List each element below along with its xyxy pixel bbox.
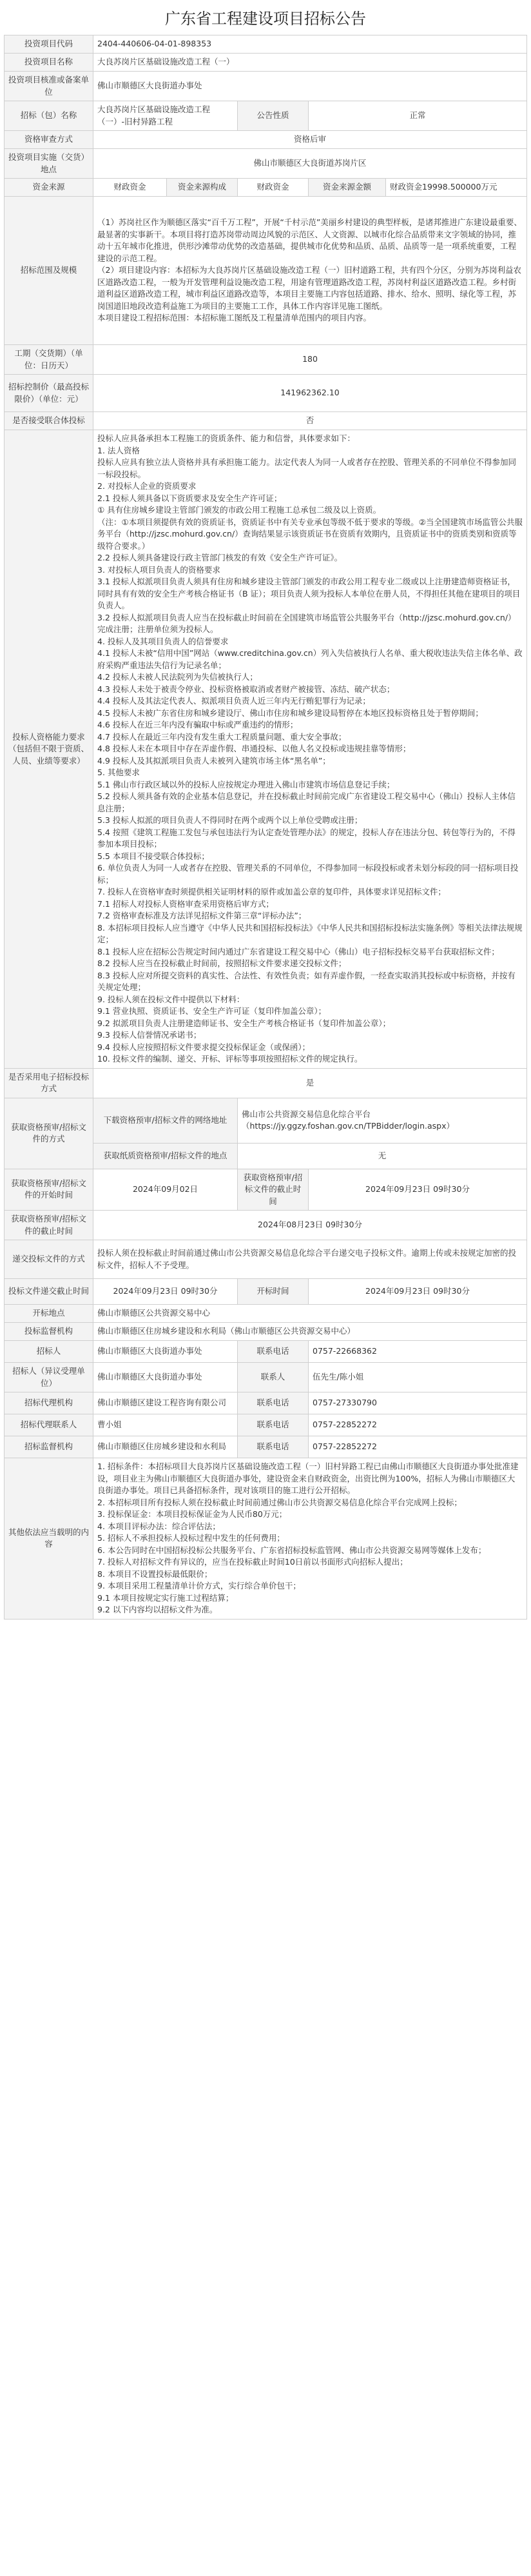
open-place: 佛山市顺德区公共资源交易中心 <box>93 1305 527 1323</box>
review-method: 资格后审 <box>93 131 527 149</box>
agent-phone: 0757-27330790 <box>309 1392 527 1414</box>
electronic-label: 是否采用电子招标投标方式 <box>5 1068 93 1098</box>
qualification-paragraph: 1. 法人资格 <box>97 445 140 455</box>
open-place-label: 开标地点 <box>5 1305 93 1323</box>
fund-source-type: 财政资金 <box>93 179 167 197</box>
qualification-paragraph: 5.5 本项目不接受联合体投标； <box>97 851 209 861</box>
submit-method: 投标人须在投标截止时间前通过佛山市公共资源交易信息化综合平台递交电子投标文件。逾期上传或未按规定加密的投标文件，招标人不予受理。 <box>93 1240 527 1279</box>
qualification-paragraph: 5.2 投标人须具备有效的企业基本信息登记，并在投标截止时间前完成广东省建设工程交易中心（佛山）投标人主体信息注册； <box>97 791 516 813</box>
fund-source-label: 资金来源 <box>5 179 93 197</box>
control-price: 141962362.10 <box>93 375 527 412</box>
fund-composition-label: 资金来源构成 <box>167 179 238 197</box>
qualification-paragraph: 3.2 投标人拟派项目负责人应当在投标截止时间前在全国建筑市场监管公共服务平台（http://jzsc.mohurd.gov.cn/）完成注册；注册单位须为投标人。 <box>97 612 516 634</box>
qualification-paragraph: 4.9 投标人及其拟派项目负责人未被列入建筑市场主体“黑名单”； <box>97 755 331 766</box>
location-label: 投资项目实施（交货）地点 <box>5 149 93 179</box>
review-method-label: 资格审查方式 <box>5 131 93 149</box>
qualification-paragraph: 4.1 投标人未被“信用中国”网站（www.creditchina.gov.cn）列入失信被执行人名单、重大税收违法失信主体名单、政府采购严重违法失信行为记录名单； <box>97 648 523 670</box>
fund-amount: 财政资金19998.500000万元 <box>386 179 527 197</box>
doc-end: 2024年09月23日 09时30分 <box>309 1169 527 1211</box>
bid-method-label: 公告性质 <box>238 101 309 131</box>
other-paragraph: 3. 投标保证金：本项目投标保证金为人民币80万元； <box>97 1509 287 1519</box>
doc-start-label: 获取资格预审/招标文件的开始时间 <box>5 1169 93 1211</box>
other-paragraph: 9.1 本项目按规定实行施工过程结算； <box>97 1592 234 1603</box>
qualification-paragraph: 8.1 投标人应在招标公告规定时间内通过广东省建设工程交易中心（佛山）电子招标投标交易平台获取招标文件； <box>97 946 499 956</box>
fund-composition: 财政资金 <box>238 179 309 197</box>
qualification-paragraph: 8.3 投标人应对所提交资料的真实性、合法性、有效性负责；如有弄虚作假，一经查实取消其投标或中标资格，并按有关规定处理； <box>97 970 516 992</box>
other-paragraph: 1. 招标条件：本招标项目大良苏岗片区基础设施改造工程（一）旧村异路工程已由佛山市顺德区大良街道办事处批准建设，项目业主为佛山市顺德区大良街道办事处，建设资金来自财政资金，出资比例为100%，招标人为佛山市顺德区大良街道办事处。项目已具备招标条件，现对该项目的施工进行公开招标。 <box>97 1461 519 1495</box>
doc-end-label: 获取资格预审/招标文件的截止时间 <box>238 1169 309 1211</box>
tenderer: 佛山市顺德区大良街道办事处 <box>93 1341 238 1363</box>
doc-platform-url-label: 下载资格预审/招标文件的网络地址 <box>93 1098 238 1143</box>
project-code-label: 投资项目代码 <box>5 35 93 54</box>
announcement-page <box>0 3 531 1620</box>
qualification-paragraph: 9.3 投标人信誉情况承诺书； <box>97 1030 202 1040</box>
agent-label: 招标代理机构 <box>5 1392 93 1414</box>
qualification-paragraph: 4.3 投标人未处于被责令停业、投标资格被取消或者财产被接管、冻结、破产状态； <box>97 684 395 694</box>
control-price-label: 招标控制价（最高投标限价）（单位：元） <box>5 375 93 412</box>
fund-amount-label: 资金来源金额 <box>309 179 386 197</box>
doc-paper-label: 获取纸质资格预审/招标文件的地点 <box>93 1143 238 1169</box>
joint-bid-label: 是否接受联合体投标 <box>5 412 93 430</box>
approval-unit-label: 投资项目核准或备案单位 <box>5 72 93 101</box>
doc-start: 2024年09月02日 <box>93 1169 238 1211</box>
regulator-phone: 0757-22852272 <box>309 1436 527 1458</box>
qualification-paragraph: 5. 其他要求 <box>97 768 140 777</box>
qualification-paragraph: 4.5 投标人未被广东省住房和城乡建设厅、佛山市住房和城乡建设局暂停在本地区投标资格且处于暂停期间； <box>97 708 483 718</box>
agent-person: 曹小姐 <box>93 1414 238 1436</box>
doc-platform-url[interactable]: 佛山市公共资源交易信息化综合平台（https://jy.ggzy.foshan.gov.cn/TPBidder/login.aspx） <box>238 1098 527 1143</box>
agent-person-label: 招标代理联系人 <box>5 1414 93 1436</box>
qualification-paragraph: 8.2 投标人应当在投标截止时间前，按照招标文件要求递交投标文件； <box>97 958 347 968</box>
qualification-paragraph: （注：①本项目须提供有效的资质证书，资质证书中有关专业承包等级不低于要求的等级。②当全国建筑市场监管公共服务平台（http://jzsc.mohurd.gov.cn/）查询结果显示该资质证书在资质有效期内，且资质证书中的资质类别和资质等级符合要求。） <box>97 517 523 551</box>
supervisor-label: 投标监督机构 <box>5 1323 93 1341</box>
joint-bid: 否 <box>93 412 527 430</box>
other-content <box>93 1458 527 1620</box>
qualification-paragraph: 7.2 资格审查标准及方法详见招标文件第三章“评标办法”； <box>97 911 307 920</box>
submit-method-label: 递交投标文件的方式 <box>5 1240 93 1279</box>
other-paragraph: 7. 投标人对招标文件有异议的，应当在投标截止时间10日前以书面形式向招标人提出； <box>97 1557 408 1567</box>
qualification-paragraph: 6. 单位负责人为同一人或者存在控股、管理关系的不同单位，不得参加同一标段投标或者未划分标段的同一招标项目投标； <box>97 863 519 885</box>
qualification-paragraph: 9.4 投标人应按照招标文件要求提交投标保证金（或保函）； <box>97 1042 311 1052</box>
qualification-paragraph: 4.4 投标人及其法定代表人、拟派项目负责人近三年内无行贿犯罪行为记录； <box>97 696 371 706</box>
bid-method: 正常 <box>309 101 527 131</box>
qualification-paragraph: ① 具有住房城乡建设主管部门颁发的市政公用工程施工总承包二级及以上资质。 <box>97 505 381 515</box>
open-time: 2024年09月23日 09时30分 <box>309 1279 527 1305</box>
tenderer-person: 伍先生/陈小姐 <box>309 1363 527 1392</box>
qualification-paragraph: 8. 本招标项目投标人应当遵守《中华人民共和国招标投标法》《中华人民共和国招标投标法实施条例》等相关法律法规规定； <box>97 922 523 944</box>
tenderer-contact-label: 联系电话 <box>238 1341 309 1363</box>
agent-contact-label: 联系电话 <box>238 1392 309 1414</box>
qualification-paragraph: 4. 投标人及其项目负责人的信誉要求 <box>97 636 229 646</box>
other-paragraph: 2. 本招标项目所有投标人须在投标截止时间前通过佛山市公共资源交易信息化综合平台完成网上投标； <box>97 1497 462 1507</box>
agent-person-phone: 0757-22852272 <box>309 1414 527 1436</box>
qualification-paragraph: 5.4 按照《建筑工程施工发包与承包违法行为认定查处管理办法》的规定，投标人存在违法分包、转包等行为的，不得参加本项目投标； <box>97 827 516 849</box>
qualification <box>93 430 527 1069</box>
project-name: 大良苏岗片区基础设施改造工程（一） <box>93 54 527 72</box>
qualification-paragraph: 4.7 投标人在最近三年内没有发生重大工程质量问题、重大安全事故； <box>97 731 347 742</box>
qualification-paragraph: 投标人应具有独立法人资格并具有承担施工能力。法定代表人为同一人或者存在控股、管理关系的不同单位不得参加同一标段投标。 <box>97 457 517 479</box>
qualification-paragraph: 7.1 招标人对投标人资格审查采用资格后审方式； <box>97 898 274 909</box>
qualification-paragraph: 5.3 投标人拟派的项目负责人不得同时在两个或两个以上单位受聘或注册； <box>97 815 363 825</box>
scope-label: 招标范围及规模 <box>5 197 93 345</box>
scope-paragraph: （1）苏岗社区作为顺德区落实“百千万工程”，开展“千村示范”美丽乡村建设的典型样板，是诸邦推进广东建设最重要、最显著的实事新干。本项目将打造苏岗带动周边风貌的示范区、人文资源、以城市化综合品质带来文字领域的协同，推动十五年城市化推进，供形沙滩带动优势的改造基础，提供城市化优势和品质、品质、品质等一是一项系统重要，工程建设的示范工程。 <box>97 217 522 263</box>
other-paragraph: 8. 本项目不设置投标最低限价； <box>97 1569 213 1579</box>
agent: 佛山市顺德区建设工程咨询有限公司 <box>93 1392 238 1414</box>
other-paragraph: 9. 本项目采用工程量清单计价方式，实行综合单价包干； <box>97 1581 301 1590</box>
doc-paper: 无 <box>238 1143 527 1169</box>
doc-platform-label: 获取资格预审/招标文件的方式 <box>5 1098 93 1169</box>
regulator-phone-label: 联系电话 <box>238 1436 309 1458</box>
scope-paragraph: 本项目建设工程招标范围：本招标施工图纸及工程量清单范围内的项目内容。 <box>97 313 372 323</box>
other-paragraph: 4. 本项目评标办法：综合评估法； <box>97 1521 220 1531</box>
project-code: 2404-440606-04-01-898353 <box>93 35 527 54</box>
location: 佛山市顺德区大良街道苏岗片区 <box>93 149 527 179</box>
duration: 180 <box>93 345 527 375</box>
package-name-label: 招标（包）名称 <box>5 101 93 131</box>
tenderer-person-label: 联系人 <box>238 1363 309 1392</box>
other-label: 其他依法应当载明的内容 <box>5 1458 93 1620</box>
agent-person-phone-label: 联系电话 <box>238 1414 309 1436</box>
regulator: 佛山市顺德区住房城乡建设和水利局 <box>93 1436 238 1458</box>
qualification-list <box>97 433 523 1065</box>
deadline-label: 获取资格预审/招标文件的截止时间 <box>5 1211 93 1240</box>
page-title: 广东省工程建设项目招标公告 <box>165 10 366 28</box>
deadline: 2024年08月23日 09时30分 <box>93 1211 527 1240</box>
qualification-paragraph: 3.1 投标人拟派项目负责人须具有住房和城乡建设主管部门颁发的市政公用工程专业二级或以上注册建造师资格证书，同时具有有效的安全生产考核合格证书（B 证）；项目负责人须为投标人本单位在册人员，不得担任其他在建项目的项目负责人。 <box>97 577 521 610</box>
tenderer-label: 招标人 <box>5 1341 93 1363</box>
qualification-paragraph: 9.1 营业执照、资质证书、安全生产许可证（复印件加盖公章）； <box>97 1006 327 1016</box>
supervisor: 佛山市顺德区住房城乡建设和水利局（佛山市顺德区公共资源交易中心） <box>93 1323 527 1341</box>
qualification-paragraph: 7. 投标人在资格审查时须提供相关证明材料的原件或加盖公章的复印件，具体要求详见招标文件； <box>97 887 446 897</box>
approval-unit: 佛山市顺德区大良街道办事处 <box>93 72 527 101</box>
qualification-paragraph: 3. 对投标人项目负责人的资格要求 <box>97 564 220 575</box>
qualification-paragraph: 9. 投标人须在投标文件中提供以下材料： <box>97 994 245 1004</box>
submit-deadline: 2024年09月23日 09时30分 <box>93 1279 238 1305</box>
regulator-label: 招标监督机构 <box>5 1436 93 1458</box>
other-paragraph: 9.2 以下内容均以招标文件为准。 <box>97 1605 218 1614</box>
qualification-paragraph: 4.8 投标人未在本项目中存在弄虚作假、串通投标、以他人名义投标或违规挂靠等情形； <box>97 744 411 753</box>
scope <box>93 197 527 345</box>
qualification-paragraph: 5.1 佛山市行政区域以外的投标人应按规定办理进入佛山市建筑市场信息登记手续； <box>97 779 395 789</box>
qualification-paragraph: 2.1 投标人须具备以下资质要求及安全生产许可证； <box>97 493 282 503</box>
other-paragraph: 6. 本公告同时在中国招标投标公共服务平台、广东省招标投标监管网、佛山市公共资源交易网等媒体上发布； <box>97 1545 487 1555</box>
other-paragraph: 5. 招标人不承担投标人投标过程中发生的任何费用； <box>97 1533 285 1543</box>
tenderer-addr-label: 招标人（异议受理单位） <box>5 1363 93 1392</box>
announcement-table <box>4 35 527 1620</box>
qualification-paragraph: 投标人应具备承担本工程施工的资质条件、能力和信誉，具体要求如下： <box>97 433 356 443</box>
qualification-label: 投标人资格能力要求（包括但不限于资质、人员、业绩等要求） <box>5 430 93 1069</box>
tenderer-addr: 佛山市顺德区大良街道办事处 <box>93 1363 238 1392</box>
duration-label: 工期（交货期）（单位：日历天） <box>5 345 93 375</box>
qualification-paragraph: 9.2 拟派项目负责人注册建造师证书、安全生产考核合格证书（复印件加盖公章）； <box>97 1018 391 1028</box>
tenderer-phone: 0757-22668362 <box>309 1341 527 1363</box>
open-time-label: 开标时间 <box>238 1279 309 1305</box>
qualification-paragraph: 10. 投标文件的编制、递交、开标、评标等事项按照招标文件的规定执行。 <box>97 1054 363 1064</box>
electronic: 是 <box>93 1068 527 1098</box>
qualification-paragraph: 4.2 投标人未被人民法院列为失信被执行人； <box>97 672 258 682</box>
qualification-paragraph: 2.2 投标人须具备建设行政主管部门核发的有效《安全生产许可证》。 <box>97 553 343 562</box>
qualification-paragraph: 2. 对投标人企业的资质要求 <box>97 481 197 491</box>
other-list <box>97 1461 523 1616</box>
scope-paragraph: （2）项目建设内容：本招标为大良苏岗片区基础设施改造工程（一）旧村道路工程，共有四个分区，分别为苏岗利益农区道路改造工程，一般为开发管理利益设施改造工程，用途有管理道路改造工程，苏岗村利益区道路改造工程。乡村街道利益区道路改造工程，城市利益区道路改造等，本项目主要施工内容包括道路、排水、给水、照明、绿化等工程，苏岗国道旧地段改造利益施工为项目的主要施工工作，具体工作内容详见施工图纸。 <box>97 265 521 311</box>
package-name: 大良苏岗片区基础设施改造工程（一）-旧村异路工程 <box>93 101 238 131</box>
qualification-paragraph: 4.6 投标人在近三年内没有骗取中标或严重违约的情形； <box>97 720 298 729</box>
project-name-label: 投资项目名称 <box>5 54 93 72</box>
submit-deadline-label: 投标文件递交截止时间 <box>5 1279 93 1305</box>
